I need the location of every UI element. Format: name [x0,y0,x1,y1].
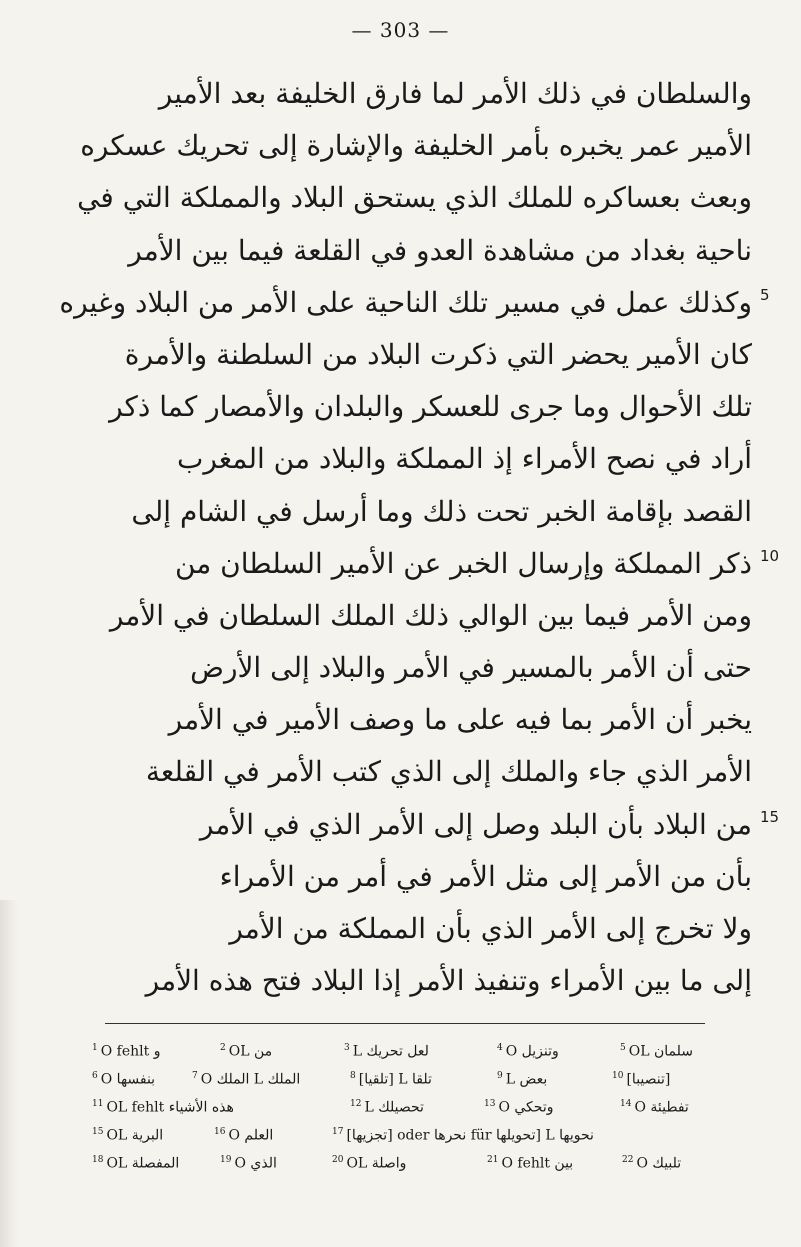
footnote: $^{15}$ OL البرية [92,1127,164,1144]
text-line: الأمير عمر يخبره بأمر الخليفة والإشارة إلى تحريك عسكره [80,129,752,163]
footnote: $^{14}$ O تفطيئة [620,1099,689,1116]
page-number: — 303 — [351,18,450,42]
text-line: ولا تخرج إلى الأمر الذي بأن المملكة من الأمر [229,912,752,945]
line-number: 15 [760,808,780,826]
text-line: يخبر أن الأمر بما فيه على ما وصف الأمير في الأمر [168,703,752,737]
text-line: القصد بإقامة الخبر تحت ذلك وما أرسل في الشام إلى [131,494,752,528]
footnote-row [92,1090,732,1118]
text-line: بأن من الأمر إلى مثل الأمر في أمر من الأمراء [219,859,752,893]
footnote: $^8$ [تلقيا] L تلقا [350,1071,432,1088]
footnote-row [92,1062,732,1090]
footnote: $^{22}$ O تلبيك [622,1155,682,1172]
footnote: $^{17}$ [تجزيها] oder نحرها für تحويلها] L نحويها [332,1127,594,1144]
text-line: إلى ما بين الأمراء وتنفيذ الأمر إذا البلاد فتح هذه الأمر [145,964,752,998]
text-line: أراد في نصح الأمراء إذ المملكة والبلاد من المغرب [176,442,752,476]
footnote: $^5$ OL سلمان [620,1043,693,1060]
line-number: 10 [760,547,780,565]
text-line: كان الأمير يحضر التي ذكرت البلاد من السلطنة والأمرة [124,337,752,371]
page-edge-shadow [0,900,18,1247]
text-line: حتى أن الأمر بالمسير في الأمر والبلاد إلى الأرض [190,651,752,685]
text-line: ذكر المملكة وإرسال الخبر عن الأمير السلطان من [174,546,752,580]
footnote: $^6$ O بنفسها [92,1071,156,1088]
footnote: $^{21}$ O fehlt بين [487,1155,574,1172]
footnote-row [92,1146,732,1174]
footnote-row [92,1034,732,1062]
text-line: ناحية بغداد من مشاهدة العدو في القلعة فيما بين الأمر [128,233,752,267]
text-line: وكذلك عمل في مسير تلك الناحية على الأمر من البلاد وغيره [59,285,752,319]
footnote: $^{10}$ [تنصيبا] [612,1071,671,1088]
footnote: $^{12}$ L تحصيلك [350,1099,424,1116]
text-line: والسلطان في ذلك الأمر لما فارق الخليفة بعد الأمير [158,77,752,110]
text-line: تلك الأحوال وما جرى للعسكر والبلدان والأمصار كما ذكر [109,390,752,424]
footnote-divider [105,1023,705,1024]
footnote: $^{20}$ OL واصلة [332,1155,407,1172]
footnote: $^{19}$ O الذي [220,1155,277,1172]
footnote: $^{11}$ OL fehlt هذه الأشياء [92,1099,234,1116]
footnote: $^7$ O الملك L الملك [192,1071,301,1088]
footnote: $^{13}$ O وتحكي [484,1099,554,1116]
text-line: من البلاد بأن البلد وصل إلى الأمر الذي في الأمر [199,807,752,841]
text-line: ومن الأمر فيما بين الوالي ذلك الملك السلطان في الأمر [109,598,752,632]
footnote: $^2$ OL من [220,1043,273,1060]
footnote: $^{16}$ O العلم [214,1127,274,1144]
footnote: $^1$ O fehlt و [92,1043,161,1060]
text-line: وبعث بعساكره للملك الذي يستحق البلاد والمملكة التي في [77,181,752,215]
arabic-main-text [52,68,752,1007]
footnote-row [92,1118,732,1146]
footnote: $^3$ L لعل تحريك [344,1043,429,1060]
footnote: $^9$ L بعض [497,1071,548,1088]
text-line: الأمر الذي جاء والملك إلى الذي كتب الأمر في القلعة [145,755,752,789]
footnote: $^4$ O وتنزيل [497,1043,559,1060]
footnotes [92,1034,732,1174]
footnote: $^{18}$ OL المفصلة [92,1155,180,1172]
line-number: 5 [760,286,770,304]
